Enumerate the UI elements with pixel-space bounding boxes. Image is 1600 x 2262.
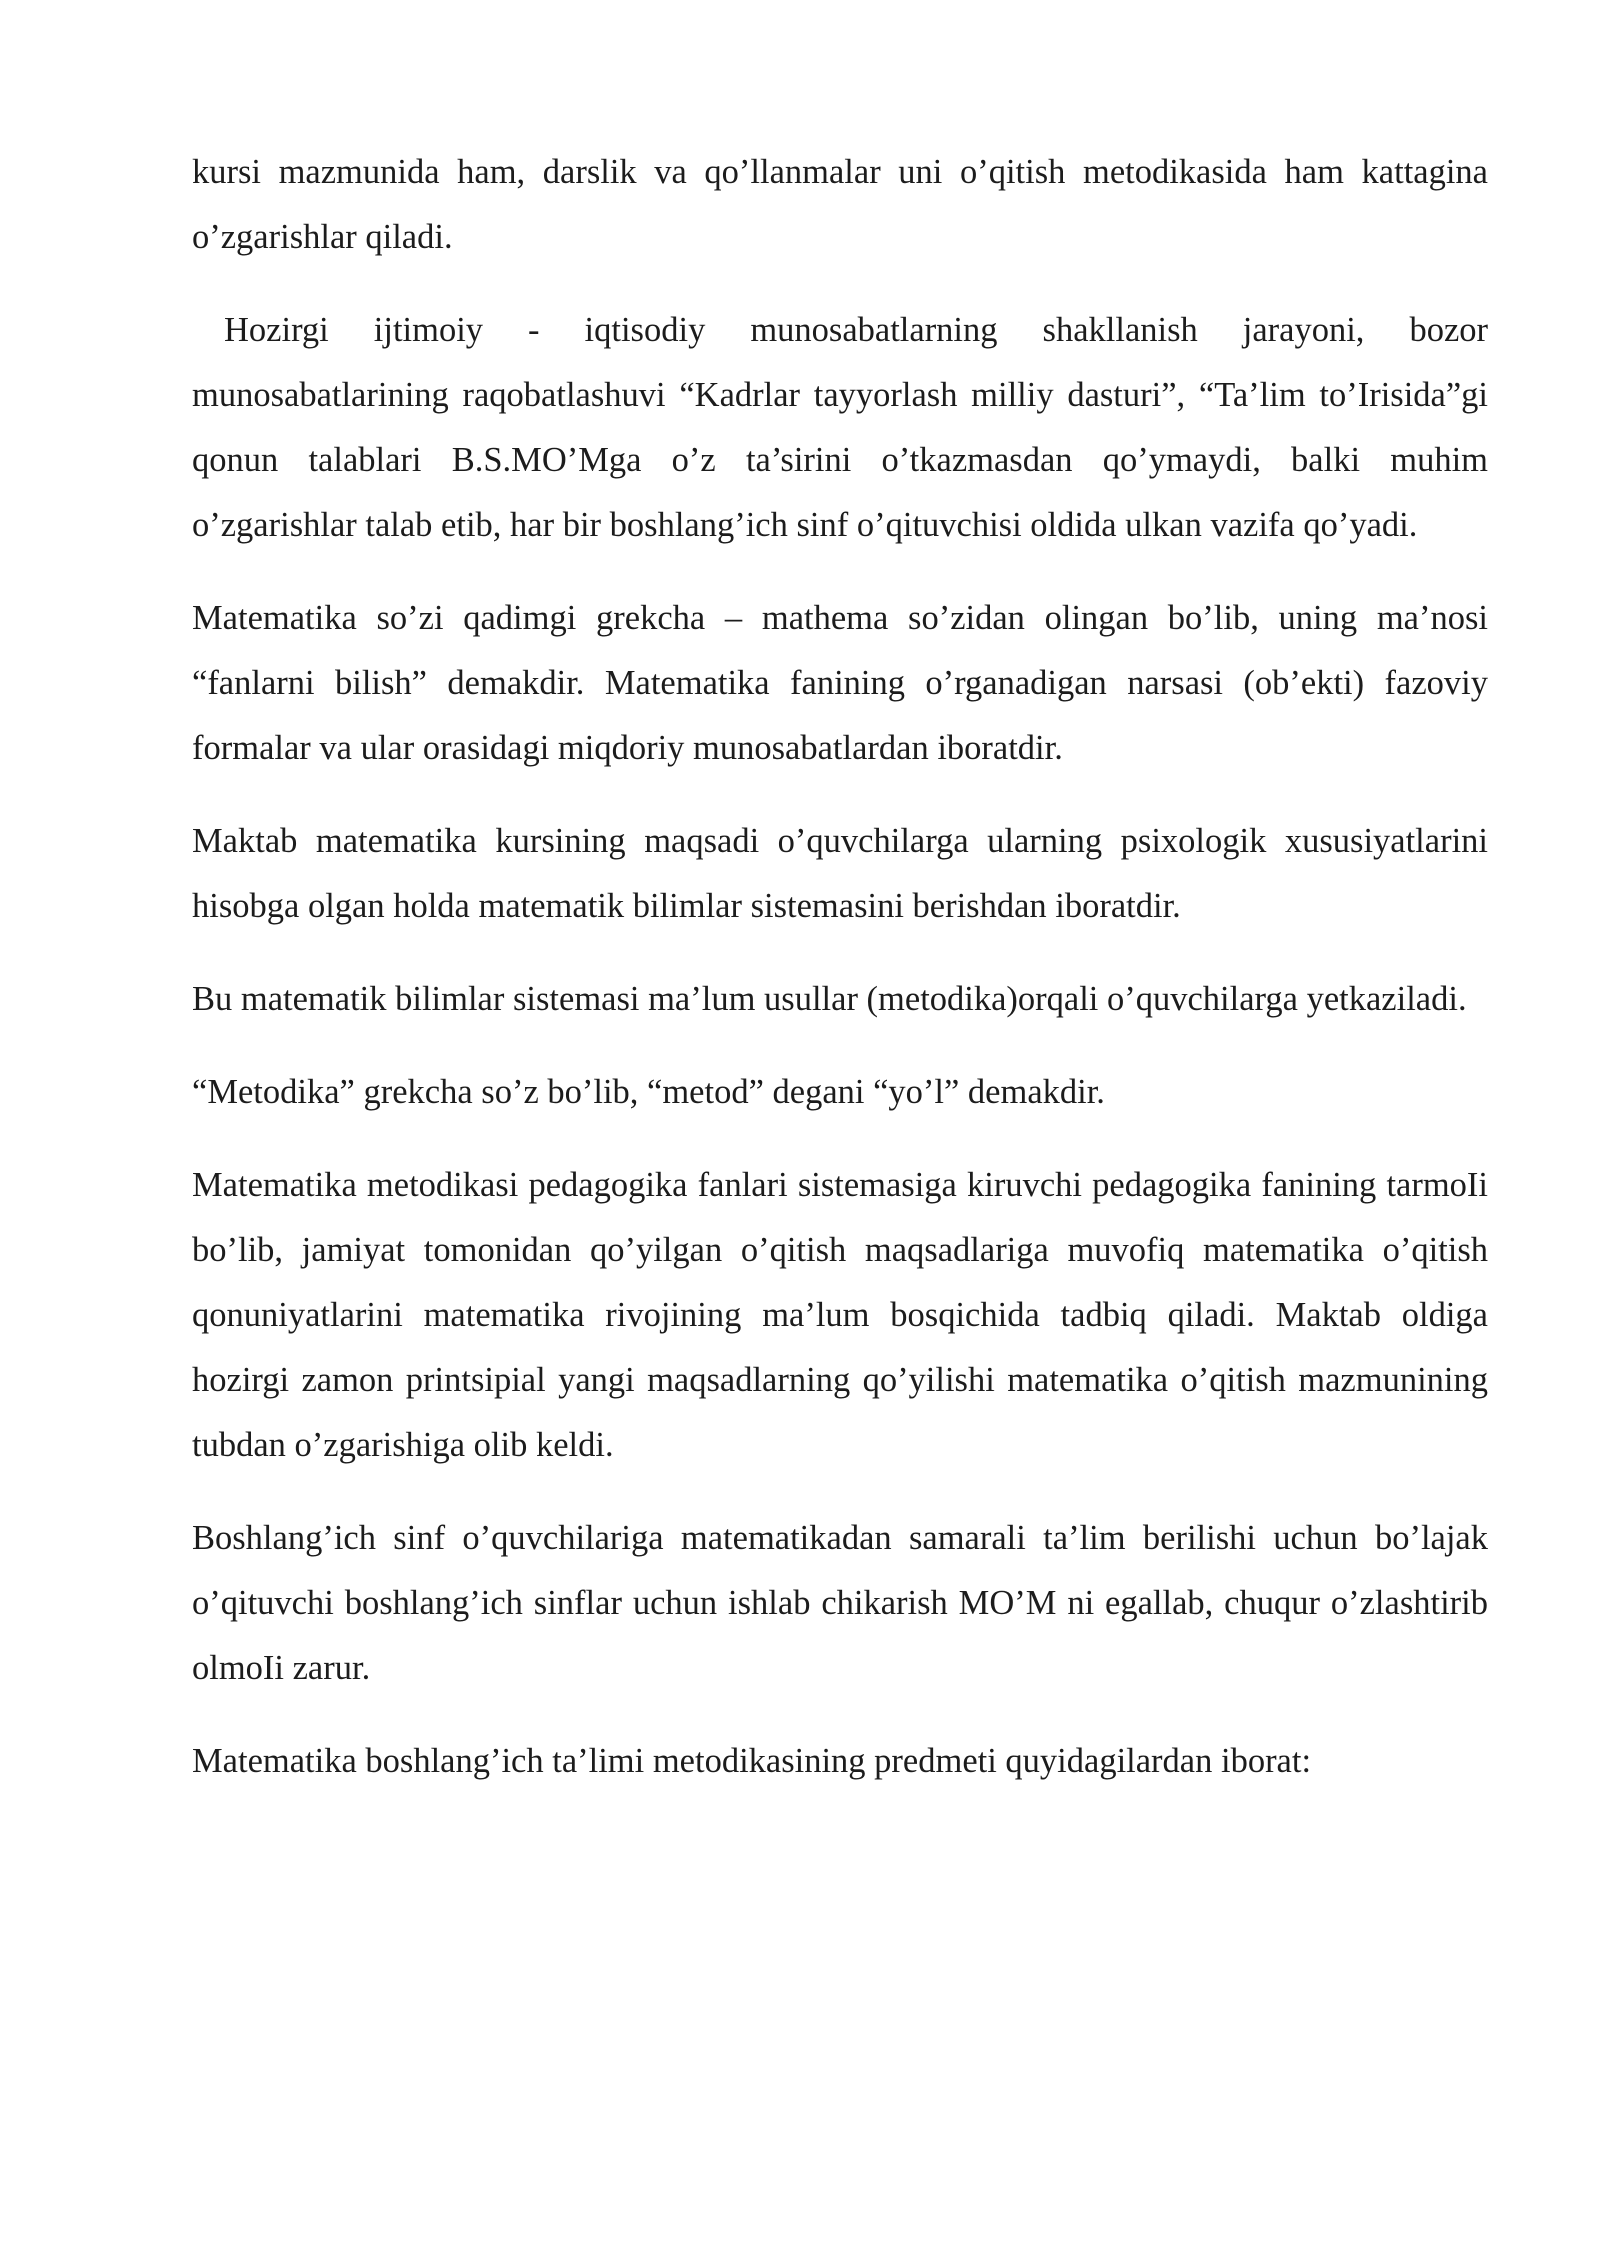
paragraph-2: Hozirgi ijtimoiy - iqtisodiy munosabatlarning shakllanish jarayoni, bozor munosabatlarining raqobatlashuvi “Kadrlar tayyorlash milliy dasturi”, “Ta’lim to’Irisida”gi qonun talablari B.S.MO’Mga o’z ta’sirini o’tkazmasdan qo’ymaydi, balki muhim o’zgarishlar talab etib, har bir boshlang’ich sinf o’qituvchisi oldida ulkan vazifa qo’yadi. [192, 311, 1488, 544]
paragraph-8: Boshlang’ich sinf o’quvchilariga matematikadan samarali ta’lim berilishi uchun bo’lajak o’qituvchi boshlang’ich sinflar uchun ishlab chikarish MO’M ni egallab, chuqur o’zlashtirib olmoIi zarur. [192, 1519, 1488, 1687]
paragraph-1: kursi mazmunida ham, darslik va qo’llanmalar uni o’qitish metodikasida ham kattagina o’zgarishlar qiladi. [192, 153, 1488, 256]
paragraph-6: “Metodika” grekcha so’z bo’lib, “metod” degani “yo’l” demakdir. [192, 1073, 1105, 1111]
paragraph-7: Matematika metodikasi pedagogika fanlari sistemasiga kiruvchi pedagogika fanining tarmoIi bo’lib, jamiyat tomonidan qo’yilgan o’qitish maqsadlariga muvofiq matematika o’qitish qonuniyatlarini matematika rivojining ma’lum bosqichida tadbiq qiladi. Maktab oldiga hozirgi zamon printsipial yangi maqsadlarning qo’yilishi matematika o’qitish mazmunining tubdan o’zgarishiga olib keldi. [192, 1166, 1488, 1464]
document-body [192, 140, 1488, 1822]
paragraph-4: Maktab matematika kursining maqsadi o’quvchilarga ularning psixologik xususiyatlarini hisobga olgan holda matematik bilimlar sistemasini berishdan iboratdir. [192, 822, 1488, 925]
paragraph-9: Matematika boshlang’ich ta’limi metodikasining predmeti quyidagilardan iborat: [192, 1742, 1312, 1780]
paragraph-3: Matematika so’zi qadimgi grekcha – mathema so’zidan olingan bo’lib, uning ma’nosi “fanlarni bilish” demakdir. Matematika fanining o’rganadigan narsasi (ob’ekti) fazoviy formalar va ular orasidagi miqdoriy munosabatlardan iboratdir. [192, 599, 1488, 767]
paragraph-5: Bu matematik bilimlar sistemasi ma’lum usullar (metodika)orqali o’quvchilarga yetkaziladi. [192, 980, 1467, 1018]
